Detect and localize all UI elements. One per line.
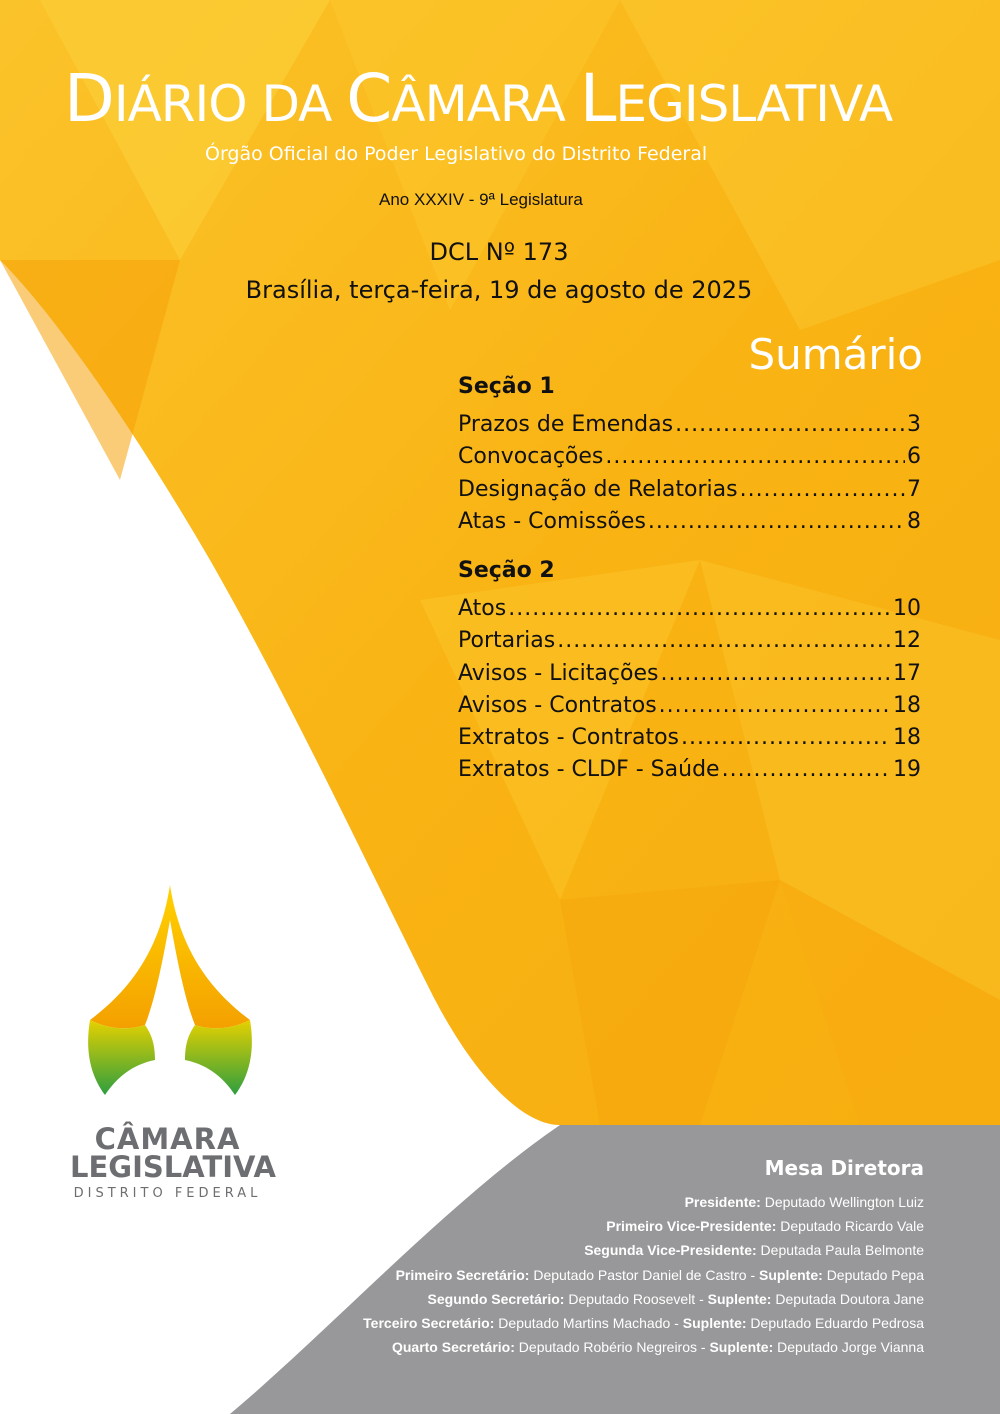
mesa-member: Presidente: Deputado Wellington Luiz: [684, 1194, 924, 1210]
mesa-member: Segunda Vice-Presidente: Deputada Paula Belmonte: [584, 1242, 924, 1259]
section-1-title: Seção 1: [458, 374, 555, 399]
toc-entry[interactable]: Designação de Relatorias ..... 7: [458, 477, 921, 509]
toc-entry[interactable]: Atos ..... 10: [458, 596, 921, 628]
mesa-diretora-title: Mesa Diretora: [764, 1156, 924, 1180]
toc-entry[interactable]: Avisos - Contratos ..... 18: [458, 693, 921, 725]
mesa-member: Segundo Secretário: Deputado Roosevelt - Suplente: Deputada Doutora Jane: [427, 1290, 924, 1307]
logo-text-distrito-federal: DISTRITO FEDERAL: [73, 1186, 262, 1201]
toc-entry[interactable]: Portarias ..... 12: [458, 628, 921, 660]
title-part: DA: [261, 75, 332, 133]
toc-entry[interactable]: Convocações ..... 6: [458, 444, 921, 476]
mesa-member: Quarto Secretário: Deputado Robério Negreiros - Suplente: Deputado Jorge Vianna: [391, 1339, 924, 1356]
section-1-toc: [458, 412, 921, 541]
summary-title: Sumário: [748, 330, 923, 379]
mesa-member: Primeiro Secretário: Deputado Pastor Daniel de Castro - Suplente: Deputado Pepa: [395, 1266, 924, 1283]
issue-number: DCL Nº 173: [429, 238, 569, 266]
mesa-member: Terceiro Secretário: Deputado Martins Machado - Suplente: Deputado Eduardo Pedrosa: [363, 1314, 924, 1331]
mesa-member: Primeiro Vice-Presidente: Deputado Ricardo Vale: [606, 1218, 924, 1235]
section-2-title: Seção 2: [458, 558, 555, 583]
issue-date: Brasília, terça-feira, 19 de agosto de 2025: [245, 276, 753, 304]
section-2-toc: [458, 596, 921, 790]
logo-text-legislativa: LEGISLATIVA: [70, 1150, 276, 1184]
journal-subtitle: Órgão Oficial do Poder Legislativo do Distrito Federal: [205, 143, 708, 165]
toc-entry[interactable]: Prazos de Emendas ..... 3: [458, 412, 921, 444]
mesa-diretora-list: [363, 1194, 924, 1363]
title-part: DIÁRIO: [64, 60, 247, 137]
toc-entry[interactable]: Extratos - CLDF - Saúde ..... 19: [458, 757, 921, 789]
journal-title: [64, 60, 934, 137]
title-part: LEGISLATIVA: [579, 60, 893, 137]
toc-entry[interactable]: Avisos - Licitações ..... 17: [458, 661, 921, 693]
year-legislature: Ano XXXIV - 9ª Legislatura: [379, 190, 583, 209]
toc-entry[interactable]: Extratos - Contratos ..... 18: [458, 725, 921, 757]
toc-entry[interactable]: Atas - Comissões ..... 8: [458, 509, 921, 541]
title-part: CÂMARA: [346, 60, 565, 137]
logo-text-camara: CÂMARA: [94, 1122, 241, 1156]
cldf-logo-icon: [60, 880, 280, 1110]
